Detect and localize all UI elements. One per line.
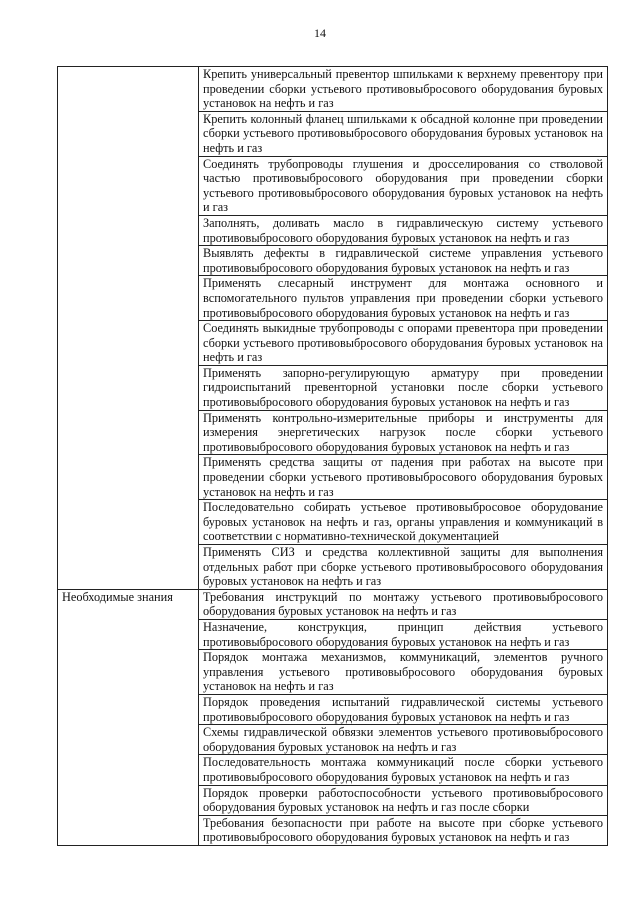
page-number: 14 <box>314 26 326 40</box>
skill-item: Крепить универсальный превентор шпильками к верхнему превентору при проведении сборки устьевого противовыбросового оборудования буровых установок на нефть и газ <box>199 67 608 112</box>
skill-item: Применять СИЗ и средства коллективной защиты для выполнения отдельных работ при сборке устьевого противовыбросового оборудования буровых установок на нефть и газ <box>199 545 608 590</box>
skill-item: Заполнять, доливать масло в гидравлическую систему устьевого противовыбросового оборудования буровых установок на нефть и газ <box>199 215 608 245</box>
knowledge-item: Порядок проверки работоспособности устьевого противовыбросового оборудования буровых установок на нефть и газ после сборки <box>199 785 608 815</box>
knowledge-item: Порядок проведения испытаний гидравлической системы устьевого противовыбросового оборудования буровых установок на нефть и газ <box>199 694 608 724</box>
skill-item: Применять средства защиты от падения при работах на высоте при проведении сборки устьевого противовыбросового оборудования буровых установок на нефть и газ <box>199 455 608 500</box>
competency-table <box>57 66 608 846</box>
skill-item: Соединять выкидные трубопроводы с опорами превентора при проведении сборки устьевого противовыбросового оборудования буровых установок на нефть и газ <box>199 321 608 366</box>
skill-item: Применять контрольно-измерительные приборы и инструменты для измерения энергетических нагрузок после сборки устьевого противовыбросового оборудования буровых установок на нефть и газ <box>199 410 608 455</box>
knowledge-item: Порядок монтажа механизмов, коммуникаций, элементов ручного управления устьевого противовыбросового оборудования буровых установок на нефть и газ <box>199 650 608 695</box>
skill-item: Выявлять дефекты в гидравлической системе управления устьевого противовыбросового оборудования буровых установок на нефть и газ <box>199 246 608 276</box>
knowledge-item: Назначение, конструкция, принцип действия устьевого противовыбросового оборудования буровых установок на нефть и газ <box>199 619 608 649</box>
knowledge-item: Требования безопасности при работе на высоте при сборке устьевого противовыбросового оборудования буровых установок на нефть и газ <box>199 815 608 845</box>
skill-item: Применять запорно-регулирующую арматуру при проведении гидроиспытаний превенторной установки после сборки устьевого противовыбросового оборудования буровых установок на нефть и газ <box>199 365 608 410</box>
skill-item: Соединять трубопроводы глушения и дросселирования со стволовой частью противовыбросового оборудования при проведении сборки устьевого противовыбросового оборудования буровых установок на нефть и газ <box>199 156 608 215</box>
skill-item: Последовательно собирать устьевое противовыбросовое оборудование буровых установок на нефть и газ, органы управления и коммуникаций в соответствии с нормативно-технической документацией <box>199 500 608 545</box>
table-row <box>58 589 608 619</box>
knowledge-label: Необходимые знания <box>58 589 199 845</box>
table-row <box>58 67 608 112</box>
knowledge-item: Последовательность монтажа коммуникаций после сборки устьевого противовыбросового оборудования буровых установок на нефть и газ <box>199 755 608 785</box>
skill-item: Применять слесарный инструмент для монтажа основного и вспомогательного пультов управления при проведении сборки устьевого противовыбросового оборудования буровых установок на нефть и газ <box>199 276 608 321</box>
knowledge-item: Требования инструкций по монтажу устьевого противовыбросового оборудования буровых установок на нефть и газ <box>199 589 608 619</box>
knowledge-item: Схемы гидравлической обвязки элементов устьевого противовыбросового оборудования буровых установок на нефть и газ <box>199 725 608 755</box>
skill-item: Крепить колонный фланец шпильками к обсадной колонне при проведении сборки устьевого противовыбросового оборудования буровых установок на нефть и газ <box>199 111 608 156</box>
skills-label-cell <box>58 67 199 590</box>
